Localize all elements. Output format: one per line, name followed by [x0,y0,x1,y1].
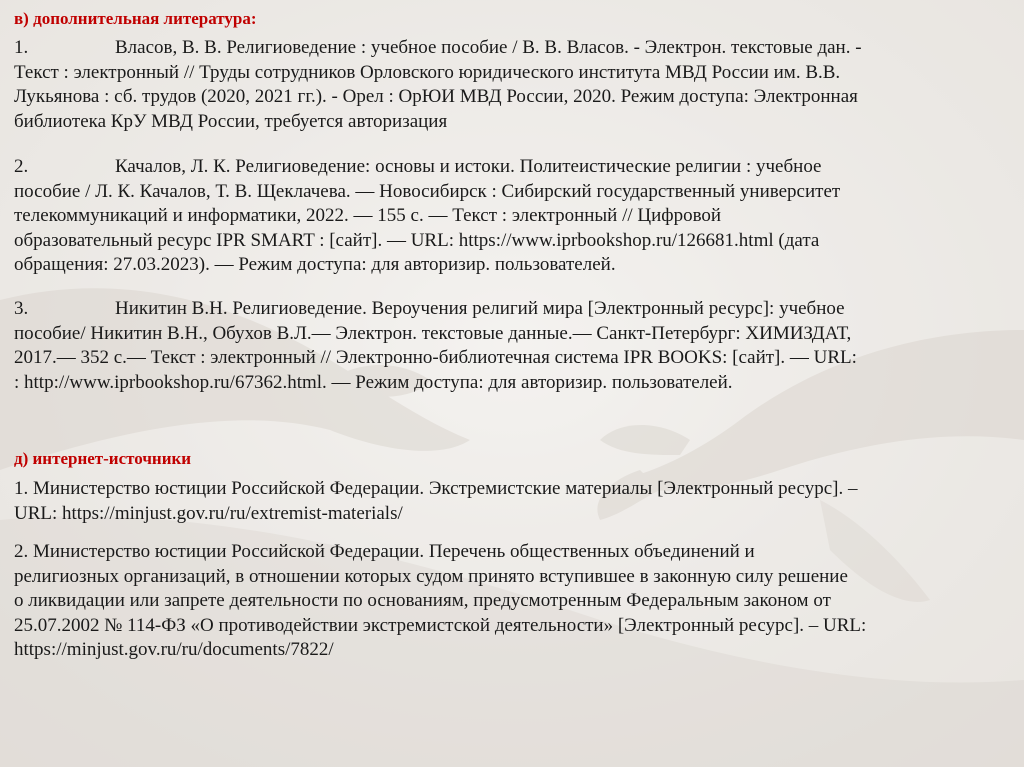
entry-line: библиотека КрУ МВД России, требуется авторизация [14,110,448,132]
entry-line: телекоммуникаций и информатики, 2022. — 155 с. — Текст : электронный // Цифровой [14,205,722,226]
source-line: URL: https://minjust.gov.ru/ru/extremist-materials/ [14,502,403,524]
entry-line: Качалов, Л. К. Религиоведение: основы и истоки. Политеистические религии : учебное [115,156,822,177]
entry-line: 2017.— 352 с.— Текст : электронный // Электронно-библиотечная система IPR BOOKS: [сайт]. — URL: [14,347,857,368]
source-line: 2. Министерство юстиции Российской Федерации. Перечень общественных объединений и [14,541,755,562]
section-heading-internet-sources: д) интернет-источники [14,449,192,468]
internet-source-1 [14,477,1010,526]
source-line: https://minjust.gov.ru/ru/documents/7822/ [14,639,334,660]
internet-source-2 [14,540,1010,663]
entry-number: 3. [14,298,29,319]
entry-line: обращения: 27.03.2023). — Режим доступа: для авторизир. пользователей. [14,254,616,275]
section-heading-additional-literature: в) дополнительная литература: [14,9,257,28]
entry-line: Никитин В.Н. Религиоведение. Вероучения религий мира [Электронный ресурс]: учебное [115,298,845,319]
entry-line: Лукьянова : сб. трудов (2020, 2021 гг.). - Орел : ОрЮИ МВД России, 2020. Режим доступа: Электронная [14,86,858,107]
source-line: 25.07.2002 № 114-ФЗ «О противодействии экстремистской деятельности» [Электронный ресурс]. – URL: [14,614,867,636]
bibliography-entry-2 [14,155,1010,278]
entry-number: 2. [14,156,29,177]
source-line: религиозных организаций, в отношении которых судом принято вступившее в законную силу решение [14,565,848,587]
entry-line: образовательный ресурс IPR SMART : [сайт]. — URL: https://www.iprbookshop.ru/126681.html (дата [14,229,820,251]
entry-line: пособие / Л. К. Качалов, Т. В. Щеклачева. — Новосибирск : Сибирский государственный университет [14,180,841,202]
entry-line: Власов, В. В. Религиоведение : учебное пособие / В. В. Власов. - Электрон. текстовые дан. - [115,37,862,58]
entry-line: Текст : электронный // Труды сотрудников Орловского юридического института МВД России им. В.В. [14,61,841,83]
bibliography-entry-3 [14,297,1010,395]
bibliography-entry-1 [14,36,1010,134]
entry-number: 1. [14,37,29,58]
source-line: о ликвидации или запрете деятельности по основаниям, предусмотренным Федеральным законом от [14,590,831,611]
entry-line: : http://www.iprbookshop.ru/67362.html. — Режим доступа: для авторизир. пользователей. [14,371,733,393]
source-line: 1. Министерство юстиции Российской Федерации. Экстремистские материалы [Электронный ресурс]. – [14,478,858,499]
entry-line: пособие/ Никитин В.Н., Обухов В.Л.— Электрон. текстовые данные.— Санкт-Петербург: ХИМИЗДАТ, [14,322,852,344]
